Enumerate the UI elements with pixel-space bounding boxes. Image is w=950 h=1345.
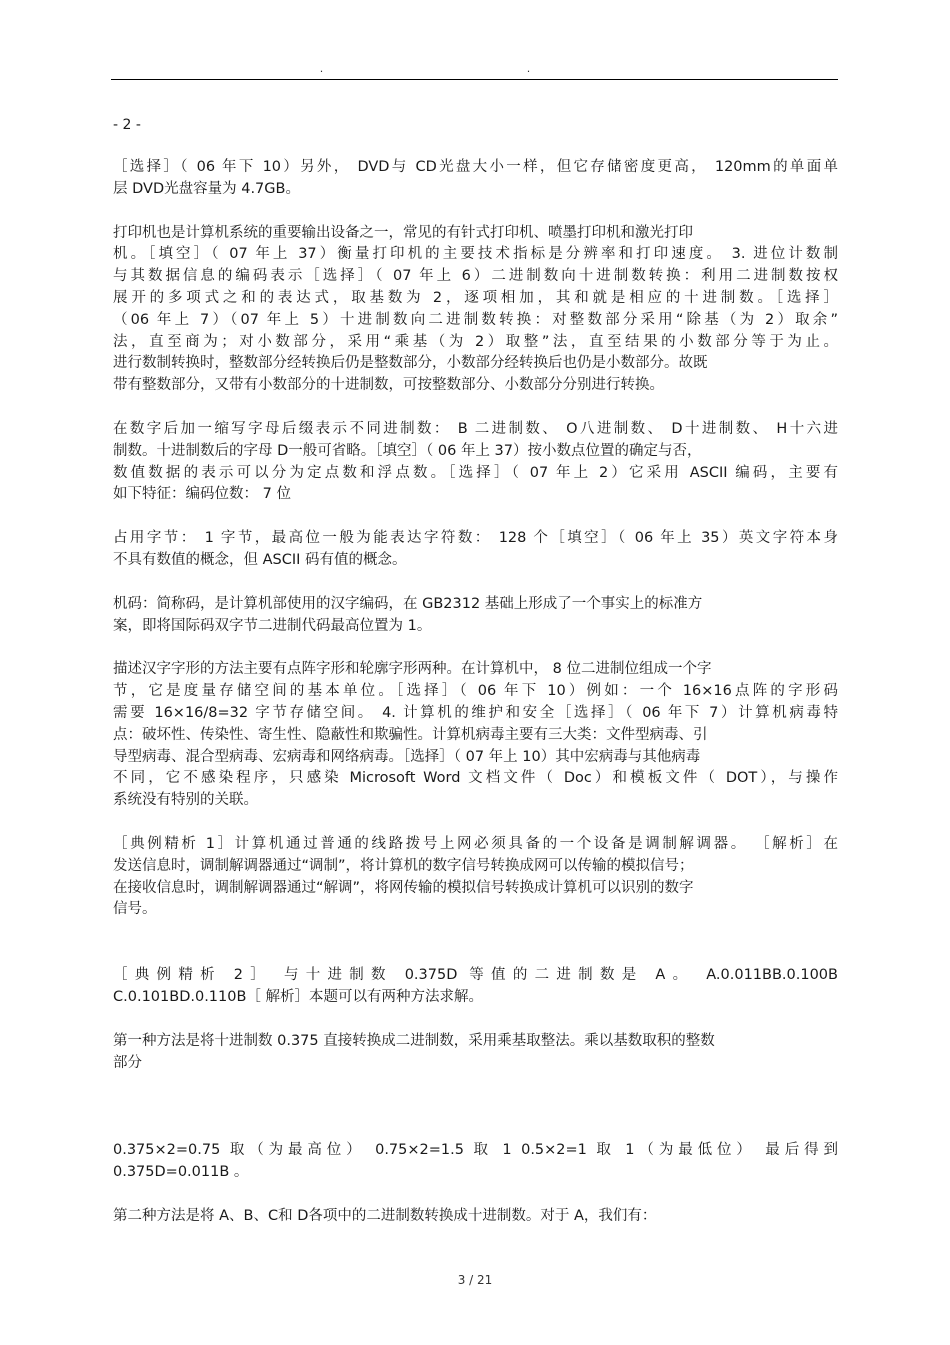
text-line: 在数字后加一缩写字母后缀表示不同进制数： B 二进制数、 O八进制数、 D十进制数、 H十六进 xyxy=(113,420,838,437)
text-line: 带有整数部分，又带有小数部分的十进制数，可按整数部分、小数部分分别进行转换。 xyxy=(113,377,664,394)
text-line: 与其数据信息的编码表示［选择］（ 07 年上 6）二进制数向十进制数转换：利用二进制数按权 xyxy=(113,268,838,285)
text-line: 机码：简称码，是计算机部使用的汉字编码，在 GB2312 基础上形成了一个事实上的标准方 xyxy=(113,595,703,612)
text-line: C.0.101BD.0.110B［ 解析］本题可以有两种方法求解。 xyxy=(113,988,484,1005)
text-line: 制数。十进制数后的字母 D一般可省略。［填空］（ 06 年上 37）按小数点位置的确定与否， xyxy=(113,442,702,459)
text-line: 导型病毒、混合型病毒、宏病毒和网络病毒。［选择］（ 07 年上 10）其中宏病毒与其他病毒 xyxy=(113,748,701,765)
text-line: 第一种方法是将十进制数 0.375 直接转换成二进制数，采用乘基取整法。乘以基数取积的整数 xyxy=(113,1032,715,1049)
text-line: ［典例精析 2］ 与十进制数 0.375D 等值的二进制数是 A。 A.0.011BB.0.100B xyxy=(113,967,838,984)
text-line: 系统没有特别的关联。 xyxy=(113,792,258,809)
page-label: - 2 - xyxy=(113,117,141,133)
text-line: 法，直至商为；对小数部分，采用“乘基（为 2）取整”法，直至结果的小数部分等于为止。 xyxy=(113,333,838,350)
page-indicator: 3 / 21 xyxy=(457,1273,493,1287)
text-line: 机。［填空］（ 07 年上 37）衡量打印机的主要技术指标是分辨率和打印速度。 3. 进位计数制 xyxy=(113,246,838,263)
text-line: 在接收信息时，调制解调器通过“解调”，将网传输的模拟信号转换成计算机可以识别的数字 xyxy=(113,879,694,896)
document-body xyxy=(113,157,838,1228)
text-line: （06 年上 7）（07 年上 5）十进制数向二进制数转换：对整数部分采用“除基（为 2）取余” xyxy=(113,311,838,328)
text-line: 信号。 xyxy=(113,901,157,918)
text-line: 不具有数值的概念，但 ASCII 码有值的概念。 xyxy=(113,551,407,568)
text-line: 占用字节： 1 字节，最高位一般为能表达字符数： 128 个［填空］（ 06 年上 35）英文字符本身 xyxy=(113,530,838,547)
text-line: 层 DVD光盘容量为 4.7GB。 xyxy=(113,180,300,197)
text-line: 需要 16×16/8=32 字节存储空间。 4. 计算机的维护和安全［选择］（ 06 年下 7）计算机病毒特 xyxy=(113,704,838,721)
text-line: 节，它是度量存储空间的基本单位。［选择］（ 06 年下 10）例如：一个 16×16点阵的字形码 xyxy=(113,683,838,700)
text-line: ［选择］（ 06 年下 10）另外， DVD与 CD光盘大小一样，但它存储密度更高， 120mm的单面单 xyxy=(113,159,838,175)
text-line: 不同，它不感染程序，只感染 Microsoft Word 文档文件（ Doc）和模板文件（ DOT），与操作 xyxy=(113,770,838,787)
text-line: 进行数制转换时，整数部分经转换后仍是整数部分，小数部分经转换后也仍是小数部分。故既 xyxy=(113,355,708,372)
text-line: 打印机也是计算机系统的重要输出设备之一，常见的有针式打印机、喷墨打印机和激光打印 xyxy=(113,224,693,241)
text-line: 描述汉字字形的方法主要有点阵字形和轮廓字形两种。在计算机中， 8 位二进制位组成一个字 xyxy=(113,661,712,678)
header-marks: . . xyxy=(319,62,631,75)
header-rule xyxy=(111,79,838,80)
text-line: 部分 xyxy=(113,1054,142,1071)
text-line: 数值数据的表示可以分为定点数和浮点数。［选择］（ 07 年上 2）它采用 ASCII 编码，主要有 xyxy=(113,464,838,481)
text-line: 0.375×2=0.75 取（为最高位） 0.75×2=1.5 取 1 0.5×2=1 取 1（为最低位） 最后得到 xyxy=(113,1142,838,1159)
text-line: 案，即将国际码双字节二进制代码最高位置为 1。 xyxy=(113,617,432,634)
text-line: ［典例精析 1］计算机通过普通的线路拨号上网必须具备的一个设备是调制解调器。 ［解析］在 xyxy=(113,835,838,852)
text-line: 发送信息时，调制解调器通过“调制”，将计算机的数字信号转换成网可以传输的模拟信号； xyxy=(113,857,694,874)
text-line: 展开的多项式之和的表达式，取基数为 2，逐项相加，其和就是相应的十进制数。［选择］ xyxy=(113,289,838,306)
text-line: 如下特征：编码位数： 7 位 xyxy=(113,486,291,503)
text-line: 点：破坏性、传染性、寄生性、隐蔽性和欺骗性。计算机病毒主要有三大类：文件型病毒、引 xyxy=(113,726,708,743)
text-line: 0.375D=0.011B 。 xyxy=(113,1164,249,1181)
text-line: 第二种方法是将 A、B、C和 D各项中的二进制数转换成十进制数。对于 A，我们有： xyxy=(113,1207,657,1224)
